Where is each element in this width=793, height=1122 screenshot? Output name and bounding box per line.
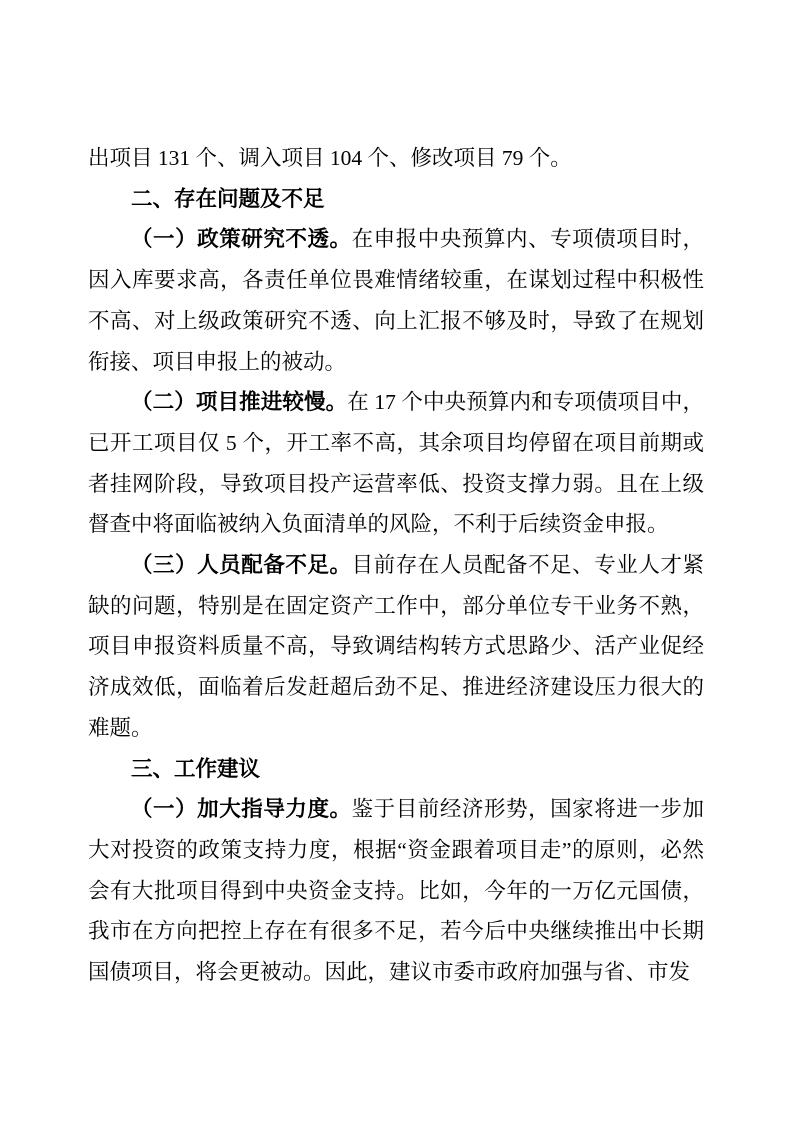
paragraph-text: 在申报中央预算内、专项债项目时，因入库要求高，各责任单位畏难情绪较重，在谋划过程中积极性不高、对上级政策研究不透、向上汇报不够及时，导致了在规划衔接、项目申报上的被动。 xyxy=(88,227,704,374)
paragraph-staffing xyxy=(88,545,704,749)
paragraph-guidance xyxy=(88,789,704,993)
paragraph-continuation: 出项目 131 个、调入项目 104 个、修改项目 79 个。 xyxy=(88,146,572,170)
paragraph-project-progress xyxy=(88,382,704,545)
section-heading-problems: 二、存在问题及不足 xyxy=(131,186,325,211)
paragraph-text: 目前存在人员配备不足、专业人才紧缺的问题，特别是在固定资产工作中，部分单位专干业务不熟，项目申报资料质量不高，导致调结构转方式思路少、活产业促经济成效低，面临着后发赶超后劲不足、推进经济建设压力很大的难题。 xyxy=(88,553,704,740)
paragraph-text: 在 17 个中央预算内和专项债项目中，已开工项目仅 5 个，开工率不高，其余项目均停留在项目前期或者挂网阶段，导致项目投产运营率低、投资支撑力弱。且在上级督查中将面临被纳入负面清单的风险，不利于后续资金申报。 xyxy=(88,390,704,537)
paragraph-lead: （二）项目推进较慢。 xyxy=(131,390,348,415)
paragraph-lead: （一）加大指导力度。 xyxy=(131,797,352,822)
paragraph-text: 鉴于目前经济形势，国家将进一步加大对投资的政策支持力度，根据“资金跟着项目走”的原则，必然会有大批项目得到中央资金支持。比如，今年的一万亿元国债，我市在方向把控上存在有很多不足，若今后中央继续推出中长期国债项目，将会更被动。因此，建议市委市政府加强与省、市发 xyxy=(88,797,704,985)
section-heading-suggestions: 三、工作建议 xyxy=(131,756,261,781)
paragraph-lead: （三）人员配备不足。 xyxy=(131,553,352,578)
paragraph-lead: （一）政策研究不透。 xyxy=(131,227,352,252)
document-body xyxy=(88,138,704,993)
paragraph-policy-research xyxy=(88,219,704,382)
